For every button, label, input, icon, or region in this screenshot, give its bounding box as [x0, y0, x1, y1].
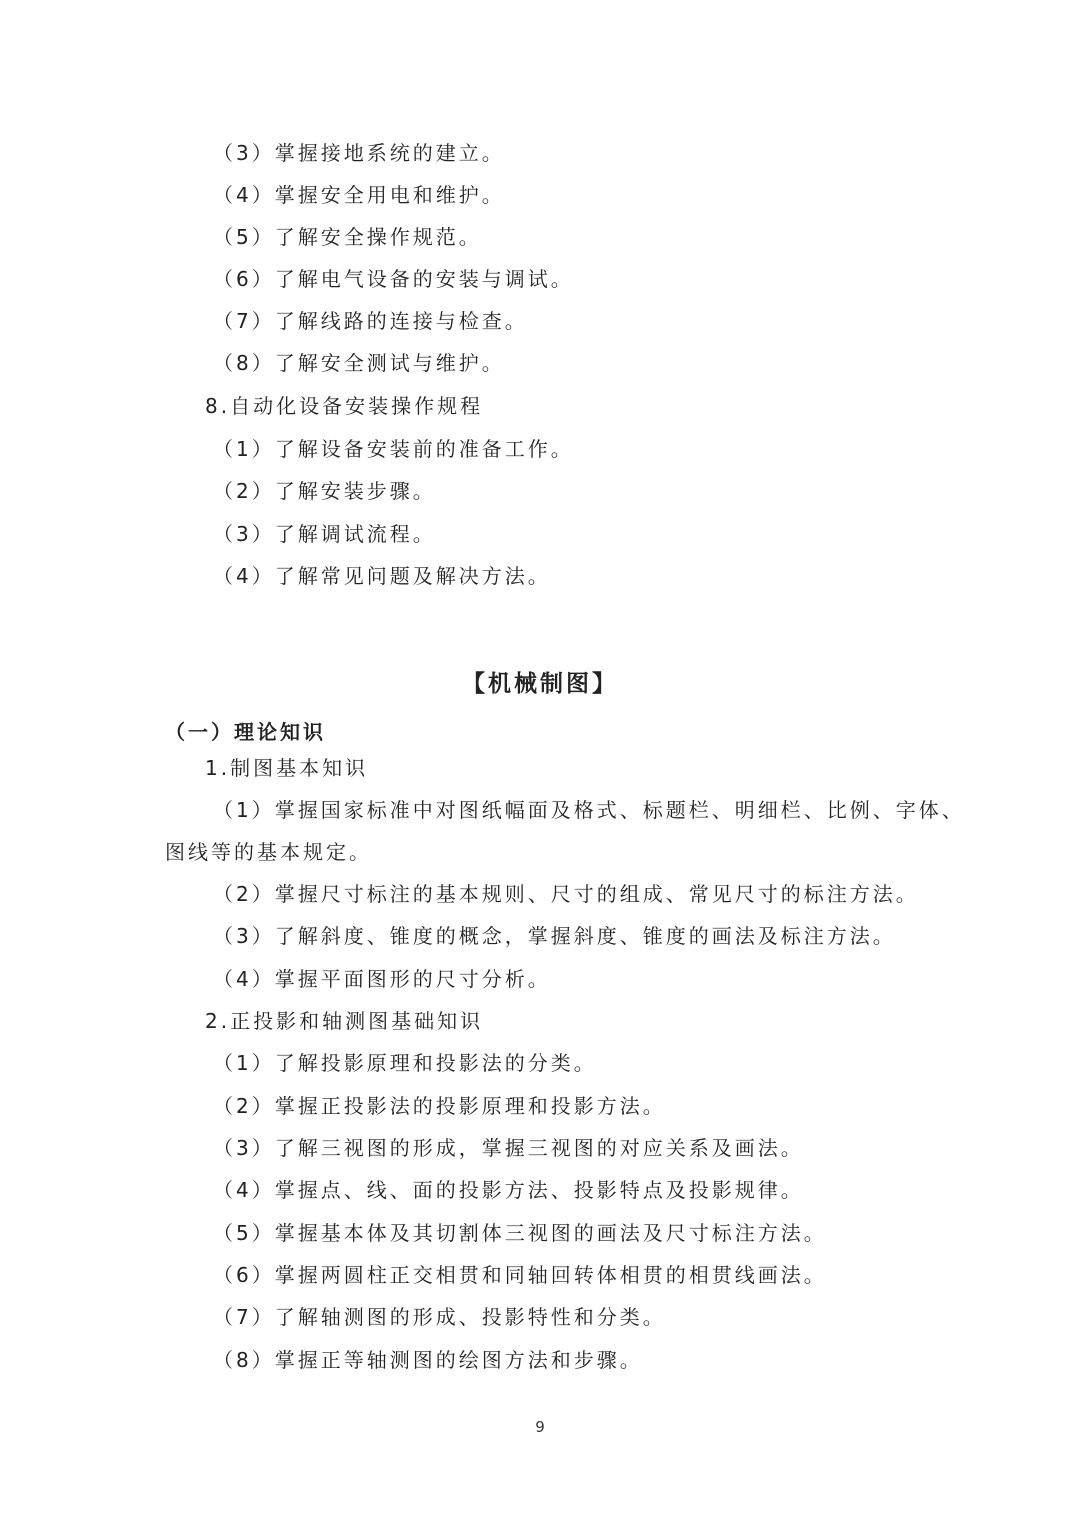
- section-heading-8: 8.自动化设备安装操作规程: [205, 394, 484, 418]
- list-item: （2）了解安装步骤。: [213, 479, 436, 503]
- list-item: （4）了解常见问题及解决方法。: [213, 564, 551, 588]
- list-item: （5）了解安全操作规范。: [213, 225, 482, 249]
- list-item: （8）掌握正等轴测图的绘图方法和步骤。: [213, 1348, 643, 1372]
- list-item: （3）了解三视图的形成，掌握三视图的对应关系及画法。: [213, 1136, 804, 1160]
- list-item: （1）掌握国家标准中对图纸幅面及格式、标题栏、明细栏、比例、字体、: [213, 798, 965, 822]
- page-number: 9: [535, 1418, 545, 1436]
- list-item: （2）掌握尺寸标注的基本规则、尺寸的组成、常见尺寸的标注方法。: [213, 882, 919, 906]
- section-heading-1: 1.制图基本知识: [205, 756, 369, 780]
- list-item: （2）掌握正投影法的投影原理和投影方法。: [213, 1094, 666, 1118]
- list-item: （1）了解投影原理和投影法的分类。: [213, 1051, 597, 1075]
- list-item: （1）了解设备安装前的准备工作。: [213, 437, 574, 461]
- list-item: （8）了解安全测试与维护。: [213, 351, 505, 375]
- list-item: （6）掌握两圆柱正交相贯和同轴回转体相贯的相贯线画法。: [213, 1263, 827, 1287]
- section-heading-2: 2.正投影和轴测图基础知识: [205, 1009, 484, 1033]
- list-item: （6）了解电气设备的安装与调试。: [213, 267, 574, 291]
- section-title: 【机械制图】: [462, 671, 618, 697]
- list-item: （7）了解线路的连接与检查。: [213, 309, 528, 333]
- list-item: （4）掌握点、线、面的投影方法、投影特点及投影规律。: [213, 1178, 804, 1202]
- list-item: （3）掌握接地系统的建立。: [213, 141, 505, 165]
- list-item: （3）了解斜度、锥度的概念，掌握斜度、锥度的画法及标注方法。: [213, 924, 896, 948]
- list-item: （3）了解调试流程。: [213, 522, 436, 546]
- list-item: （5）掌握基本体及其切割体三视图的画法及尺寸标注方法。: [213, 1221, 827, 1245]
- list-item: （7）了解轴测图的形成、投影特性和分类。: [213, 1305, 666, 1329]
- subsection-heading: （一）理论知识: [165, 720, 326, 744]
- list-item: （4）掌握平面图形的尺寸分析。: [213, 967, 551, 991]
- list-item: （4）掌握安全用电和维护。: [213, 183, 505, 207]
- list-item-continuation: 图线等的基本规定。: [165, 840, 372, 864]
